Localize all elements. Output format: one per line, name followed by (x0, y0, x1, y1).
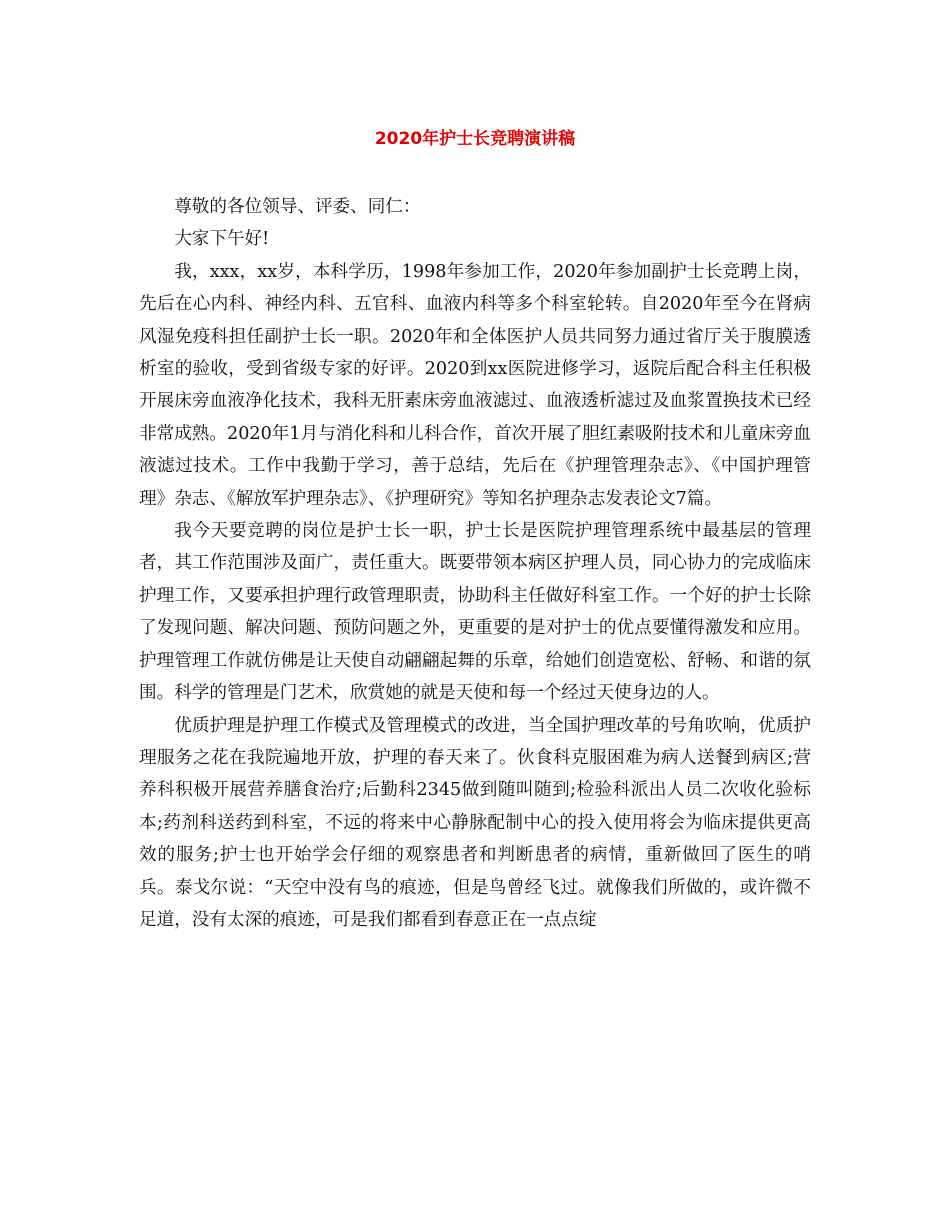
document-title: 2020年护士长竞聘演讲稿 (374, 129, 576, 149)
paragraph-introduction: 我，xxx，xx岁，本科学历，1998年参加工作，2020年参加副护士长竞聘上岗，先后在心内科、神经内科、五官科、血液内科等多个科室轮转。自2020年至今在肾病风湿免疫科担任副护士长一职。2020年和全体医护人员共同努力通过省厅关于腹膜透析室的验收，受到省级专家的好评。2020到xx医院进修学习，返院后配合科主任积极开展床旁血液净化技术，我科无肝素床旁血液滤过、血液透析滤过及血浆置换技术已经非常成熟。2020年1月与消化科和儿科合作，首次开展了胆红素吸附技术和儿童床旁血液滤过技术。工作中我勤于学习，善于总结，先后在《护理管理杂志》、《中国护理管理》杂志、《解放军护理杂志》、《护理研究》等知名护理杂志发表论文7篇。 (139, 261, 811, 509)
document-body (139, 191, 811, 936)
paragraph-quality-nursing: 优质护理是护理工作模式及管理模式的改进，当全国护理改革的号角吹响，优质护理服务之花在我院遍地开放，护理的春天来了。伙食科克服困难为病人送餐到病区;营养科积极开展营养膳食治疗;后勤科2345做到随叫随到;检验科派出人员二次收化验标本;药剂科送药到科室，不远的将来中心静脉配制中心的投入使用将会为临床提供更高效的服务;护士也开始学会仔细的观察患者和判断患者的病情，重新做回了医生的哨兵。泰戈尔说：“天空中没有鸟的痕迹，但是鸟曾经飞过。就像我们所做的，或许微不足道，没有太深的痕迹，可是我们都看到春意正在一点点绽 (139, 715, 811, 930)
greeting: 大家下午好! (174, 229, 270, 250)
paragraph-position: 我今天要竞聘的岗位是护士长一职，护士长是医院护理管理系统中最基层的管理者，其工作范围涉及面广，责任重大。既要带领本病区护理人员，同心协力的完成临床护理工作，又要承担护理行政管理职责，协助科主任做好科室工作。一个好的护士长除了发现问题、解决问题、预防问题之外，更重要的是对护士的优点要懂得激发和应用。护理管理工作就仿佛是让天使自动翩翩起舞的乐章，给她们创造宽松、舒畅、和谐的氛围。科学的管理是门艺术，欣赏她的就是天使和每一个经过天使身边的人。 (139, 521, 811, 704)
salutation: 尊敬的各位领导、评委、同仁： (174, 197, 421, 217)
